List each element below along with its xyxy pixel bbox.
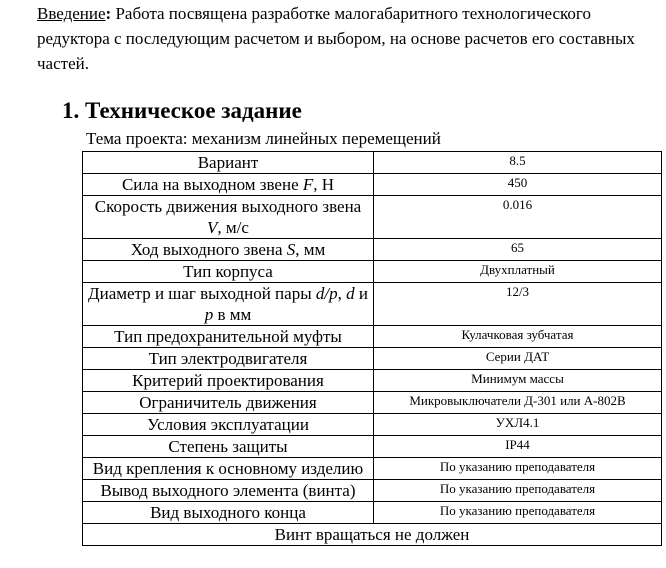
param-cell: Вид крепления к основному изделию [83,458,374,480]
table-row [83,414,662,436]
value-cell: 65 [374,239,662,261]
param-variable: d [346,284,355,303]
table-row [83,480,662,502]
param-cell: Вариант [83,152,374,174]
param-cell: Тип предохранительной муфты [83,326,374,348]
table-footer-row [83,524,662,546]
project-topic: Тема проекта: механизм линейных перемещений [86,129,441,148]
value-cell: Минимум массы [374,370,662,392]
param-separator: , [337,284,347,303]
intro-colon: : [105,4,112,23]
param-cell [83,239,374,261]
table-row [83,502,662,524]
param-text: Диаметр и шаг выходной пары [88,284,316,303]
table-row [83,152,662,174]
param-unit: в мм [213,305,252,324]
param-cell: Ограничитель движения [83,392,374,414]
param-cell: Тип электродвигателя [83,348,374,370]
table-row [83,326,662,348]
param-cell: Вид выходного конца [83,502,374,524]
section-heading: 1. Техническое задание [62,98,302,123]
table-row [83,458,662,480]
param-cell: Условия эксплуатации [83,414,374,436]
table-row [83,370,662,392]
param-cell [83,174,374,196]
param-unit: , мм [295,240,326,259]
param-cell: Вывод выходного элемента (винта) [83,480,374,502]
table-row [83,392,662,414]
param-variable: d/p [315,284,338,303]
param-conjunction: и [354,284,368,303]
value-cell: По указанию преподавателя [374,480,662,502]
param-text: Ход выходного звена [130,240,287,259]
table-row [83,239,662,261]
param-cell [83,283,374,326]
param-variable: S [286,240,296,259]
table-row [83,436,662,458]
intro-lead: Введение [37,4,106,23]
value-cell: 0.016 [374,196,662,239]
intro-paragraph [37,1,647,76]
value-cell: Кулачковая зубчатая [374,326,662,348]
value-cell: По указанию преподавателя [374,458,662,480]
param-unit: , м/с [217,218,249,237]
param-text: Скорость движения выходного звена [94,197,362,216]
param-cell [83,196,374,239]
value-cell: Микровыключатели Д-301 или А-802В [374,392,662,414]
intro-text: Работа посвящена разработке малогабаритного технологического редуктора с последующим расчетом и выбором, на основе расчетов его составных частей. [37,4,635,73]
value-cell: По указанию преподавателя [374,502,662,524]
footer-note: Винт вращаться не должен [83,524,662,546]
value-cell: Двухплатный [374,261,662,283]
param-cell: Критерий проектирования [83,370,374,392]
param-cell: Степень защиты [83,436,374,458]
table-row [83,261,662,283]
specification-table [82,151,662,546]
value-cell: 8.5 [374,152,662,174]
param-variable: F [302,175,314,194]
param-text: Сила на выходном звене [121,175,303,194]
param-variable: p [204,305,214,324]
value-cell: 450 [374,174,662,196]
table-row [83,348,662,370]
value-cell: 12/3 [374,283,662,326]
value-cell: IP44 [374,436,662,458]
table-row [83,174,662,196]
param-variable: V [207,218,218,237]
param-unit: , Н [313,175,335,194]
value-cell: УХЛ4.1 [374,414,662,436]
param-cell: Тип корпуса [83,261,374,283]
table-row [83,196,662,239]
value-cell: Серии ДАТ [374,348,662,370]
table-row [83,283,662,326]
